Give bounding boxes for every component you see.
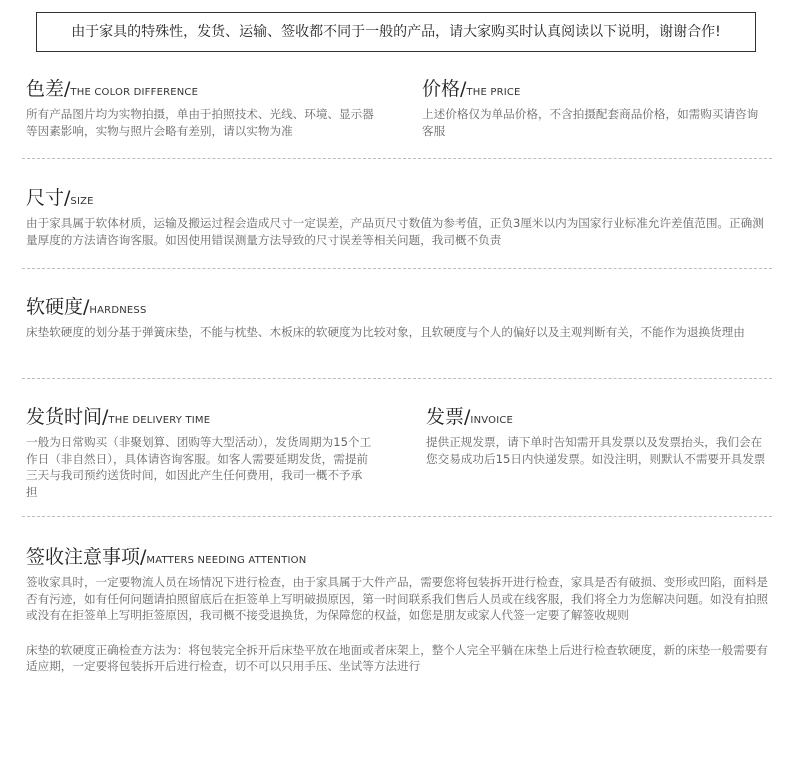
heading-en: MATTERS NEEDING ATTENTION xyxy=(146,555,307,566)
section-color-difference xyxy=(26,78,380,139)
section-price xyxy=(422,78,768,139)
section-body: 一般为日常购买（非聚划算、团购等大型活动），发货周期为15个工作日（非自然日），具体请咨询客服。如客人需要延期发货，需提前三天与我司预约送货时间，如因此产生任何费用，我司一概不予承担 xyxy=(26,435,372,499)
heading-en: SIZE xyxy=(70,196,94,207)
section-attention xyxy=(26,546,770,675)
heading-en: THE PRICE xyxy=(466,87,521,98)
heading-en: THE DELIVERY TIME xyxy=(108,415,211,426)
heading-cn: 发货时间 xyxy=(26,406,103,428)
section-heading: 发货时间/THE DELIVERY TIME xyxy=(26,406,211,428)
notice-text: 由于家具的特殊性，发货、运输、签收都不同于一般的产品，请大家购买时认真阅读以下说明，谢谢合作! xyxy=(71,24,721,40)
divider xyxy=(22,378,772,379)
divider xyxy=(22,158,772,159)
section-body-mattress-check: 床垫的软硬度正确检查方法为：将包装完全拆开后床垫平放在地面或者床架上，整个人完全平躺在床垫上后进行检查软硬度，新的床垫一般需要有适应期，一定要将包装拆开后进行检查，切不可以只用手压、坐试等方法进行 xyxy=(26,642,769,673)
section-heading: 软硬度/HARDNESS xyxy=(26,296,147,318)
heading-en: INVOICE xyxy=(470,415,514,426)
section-hardness xyxy=(26,296,768,341)
heading-cn: 签收注意事项 xyxy=(26,546,141,568)
section-body: 由于家具属于软体材质，运输及搬运过程会造成尺寸一定误差，产品页尺寸数值为参考值，正负3厘米以内为国家行业标准允许差值范围。正确测量厚度的方法请咨询客服。如因使用错误测量方法导致的尺寸误差等相关问题，我司概不负责 xyxy=(26,216,764,247)
section-size xyxy=(26,187,768,248)
section-heading: 签收注意事项/MATTERS NEEDING ATTENTION xyxy=(26,546,307,568)
section-body: 床垫软硬度的划分基于弹簧床垫，不能与枕垫、木板床的软硬度为比较对象，且软硬度与个人的偏好以及主观判断有关，不能作为退换货理由 xyxy=(26,325,745,339)
section-heading: 尺寸/SIZE xyxy=(26,187,94,209)
heading-cn: 尺寸 xyxy=(26,187,65,209)
section-body: 签收家具时，一定要物流人员在场情况下进行检查，由于家具属于大件产品，需要您将包装拆开进行检查，家具是否有破损、变形或凹陷，面料是否有污迹，如有任何问题请拍照留底后在拒签单上写明破损原因，第一时间联系我们售后人员或在线客服，我们将全力为您解决问题。如没有拍照或没有在拒签单上写明拒签原因，我司概不接受退换货，为保障您的权益，如您是朋友或家人代签一定要了解签收规则 xyxy=(26,575,769,622)
section-body: 所有产品图片均为实物拍摄，单由于拍照技术、光线、环境、显示器等因素影响，实物与照片会略有差别，请以实物为准 xyxy=(26,107,374,138)
heading-cn: 软硬度 xyxy=(26,296,84,318)
section-heading: 发票/INVOICE xyxy=(426,406,514,428)
heading-cn: 色差 xyxy=(26,78,65,100)
section-invoice xyxy=(426,406,768,467)
divider xyxy=(22,268,772,269)
section-delivery-time xyxy=(26,406,372,500)
section-body: 提供正规发票，请下单时告知需开具发票以及发票抬头，我们会在您交易成功后15日内快递发票。如没注明，则默认不需要开具发票 xyxy=(426,435,766,466)
section-heading: 色差/THE COLOR DIFFERENCE xyxy=(26,78,199,100)
divider xyxy=(22,516,772,517)
section-heading: 价格/THE PRICE xyxy=(422,78,521,100)
section-body: 上述价格仅为单品价格，不含拍摄配套商品价格，如需购买请咨询客服 xyxy=(422,107,759,138)
notice-banner xyxy=(36,12,756,52)
heading-en: HARDNESS xyxy=(89,305,147,316)
heading-cn: 发票 xyxy=(426,406,465,428)
heading-en: THE COLOR DIFFERENCE xyxy=(70,87,199,98)
heading-cn: 价格 xyxy=(422,78,461,100)
